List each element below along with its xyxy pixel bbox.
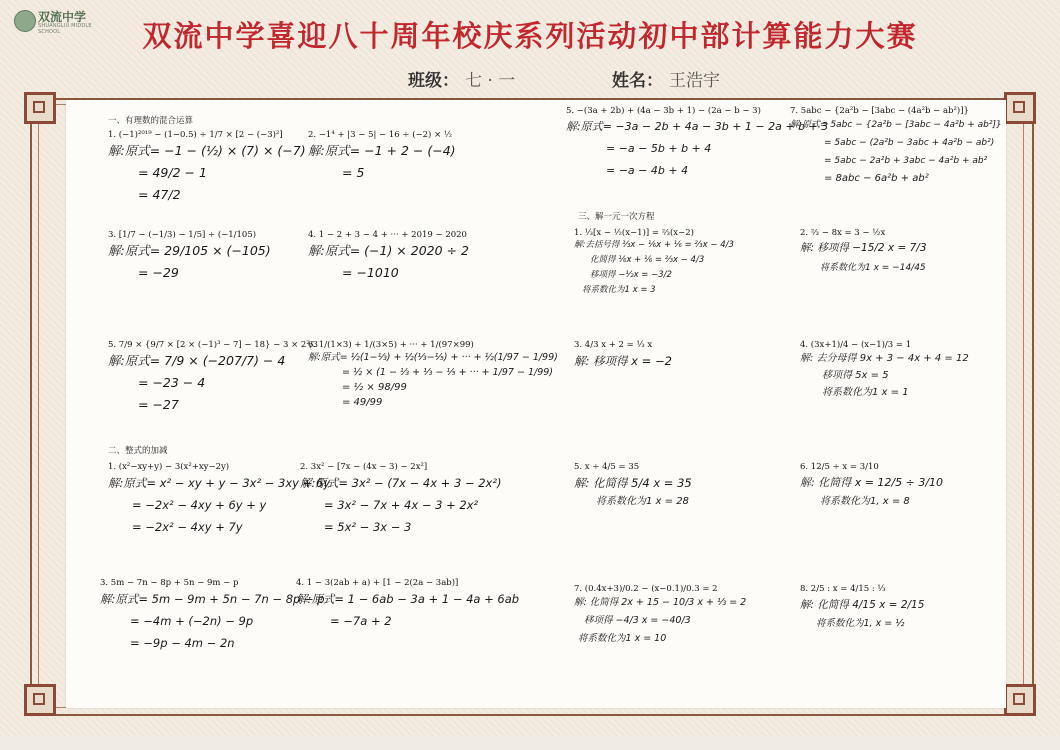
answer-line: 解: 化简得 2x + 15 − 10/3 x + ⅓ = 2 [574, 597, 747, 608]
answer-line: 将系数化为1 x = 10 [578, 633, 667, 644]
answer-line: = −a − 5b + b + 4 [606, 142, 712, 155]
answer-line: = ½ × (1 − ⅓ + ⅓ − ⅕ + ··· + 1/97 − 1/99) [342, 367, 553, 378]
answer-line: = 49/2 − 1 [138, 165, 207, 180]
problem [800, 228, 927, 278]
problem-question: 5. x ÷ 4/5 = 35 [574, 462, 640, 472]
answer-line: 解: 移项得 x = −2 [574, 354, 672, 368]
answer-line: 解:原式= (−1) × 2020 ÷ 2 [308, 243, 469, 258]
section-heading: 二、整式的加减 [108, 446, 168, 456]
problem [108, 130, 306, 206]
answer-line: = −27 [138, 397, 179, 412]
problem [574, 228, 734, 298]
bottom-margin [0, 736, 1060, 750]
answer-line: 移项得 −4/3 x = −40/3 [584, 615, 691, 626]
problem-question: 5. −(3a + 2b) + (4a − 3b + 1) − (2a − b − 3) [566, 106, 761, 116]
problem-question: 3. 4/3 x + 2 = ⅓ x [574, 340, 653, 350]
answer-line: = −23 − 4 [138, 375, 206, 390]
problem-question: 7. (0.4x+3)/0.2 − (x−0.1)/0.3 = 2 [574, 584, 718, 594]
answer-line: = 8abc − 6a²b + ab² [824, 173, 929, 184]
answer-line: 解:原式= 7/9 × (−207/7) − 4 [108, 353, 286, 368]
answer-line: 解:原式= −3a − 2b + 4a − 3b + 1 − 2a + b + 3 [566, 120, 829, 133]
class-label: 班级： [408, 71, 459, 91]
answer-line: = 49/99 [342, 397, 383, 408]
answer-line: 移项得 −½x = −3/2 [590, 270, 672, 280]
problem-question: 6. 1/(1×3) + 1/(3×5) + ··· + 1/(97×99) [308, 340, 474, 350]
answer-line: 解: 化简得 4/15 x = 2/15 [800, 599, 925, 611]
answer-line: = −2x² − 4xy + 6y + y [132, 498, 267, 512]
logo-name: 双流中学 [38, 10, 87, 24]
answer-line: 解:原式= x² − xy + y − 3x² − 3xy + 6y [108, 476, 331, 490]
answer-line: = −1010 [342, 265, 399, 280]
answer-line: 解:原式= 5m − 9m + 5n − 7n − 8p − p [100, 592, 325, 606]
problem-question: 4. (3x+1)/4 − (x−1)/3 = 1 [800, 340, 912, 350]
answer-line: = −4m + (−2n) − 9p [130, 614, 254, 628]
problem-question: 1. ⅓[x − ½(x−1)] = ⅔(x−2) [574, 228, 694, 238]
answer-line: 解: 移项得 −15/2 x = 7/3 [800, 242, 927, 254]
problem-question: 4. 1 − 2 + 3 − 4 + ··· + 2019 − 2020 [308, 230, 467, 240]
problem [800, 340, 969, 401]
answer-line: = −a − 4b + 4 [606, 164, 689, 177]
problem-question: 6. 12/5 ÷ x = 3/10 [800, 462, 879, 472]
problem-question: 2. ⅔ − 8x = 3 − ½x [800, 228, 886, 238]
problem-question: 1. (x²−xy+y) − 3(x²+xy−2y) [108, 462, 230, 472]
answer-line: 解:原式= −1 + 2 − (−4) [308, 143, 456, 158]
problem [108, 340, 318, 416]
answer-line: 解:原式= 29/105 × (−105) [108, 243, 271, 258]
answer-line: = 5x² − 3x − 3 [324, 520, 412, 534]
problem-question: 2. −1⁴ + |3 − 5| − 16 ÷ (−2) × ½ [308, 130, 453, 140]
problem [100, 578, 325, 654]
answer-line: 将系数化为1 x = 3 [582, 285, 656, 295]
class-field [408, 66, 515, 91]
problem [800, 462, 943, 509]
answer-line: = 47/2 [138, 187, 181, 202]
corner-ornament-icon [24, 92, 56, 124]
answer-line: 将系数化为1 x = 1 [822, 387, 909, 398]
answer-line: = −2x² − 4xy + 7y [132, 520, 243, 534]
answer-line: 解:原式= −1 − (½) × (7) × (−7) [108, 143, 306, 158]
answer-line: = −9p − 4m − 2n [130, 636, 235, 650]
answer-line: = ½ × 98/99 [342, 382, 407, 393]
answer-line: 解: 化简得 x = 12/5 ÷ 3/10 [800, 476, 944, 489]
problem-question: 7. 5abc − {2a²b − [3abc − (4a²b − ab²)]} [790, 106, 969, 116]
logo-subtitle: SHUANGLIU MIDDLE SCHOOL [38, 23, 92, 35]
problem [296, 578, 519, 632]
problem [574, 340, 672, 372]
class-value: 七 · 一 [465, 71, 516, 91]
answer-line: 将系数化为1 x = 28 [596, 496, 689, 507]
answer-line: = 5abc − 2a²b + 3abc − 4a²b + ab² [824, 156, 988, 166]
problem [108, 230, 271, 284]
problem-question: 1. (−1)²⁰¹⁹ − (1−0.5) ÷ 1/7 × [2 − (−3)²] [108, 130, 283, 140]
answer-line: = −7a + 2 [330, 614, 392, 628]
problem-question: 4. 1 − 3(2ab + a) + [1 − 2(2a − 3ab)] [296, 578, 459, 588]
problem-question: 2. 3x² − [7x − (4x − 3) − 2x²] [300, 462, 428, 472]
corner-ornament-icon [24, 684, 56, 716]
problem [108, 462, 330, 538]
answer-line: 将系数化为1, x = ½ [816, 618, 905, 629]
problem-question: 3. [1/7 − (−1/3) − 1/5] ÷ (−1/105) [108, 230, 257, 240]
problem-question: 8. 2/5 : x = 4/15 : ⅓ [800, 584, 886, 594]
answer-line: 解: 去分母得 9x + 3 − 4x + 4 = 12 [800, 353, 969, 364]
problem [574, 584, 746, 648]
problem [308, 340, 558, 410]
corner-ornament-icon [1004, 684, 1036, 716]
name-value: 王浩宇 [669, 71, 720, 91]
problem [574, 462, 692, 509]
problem [308, 230, 469, 284]
answer-line: = −29 [138, 265, 179, 280]
answer-line: = 5abc − (2a²b − 3abc + 4a²b − ab²) [824, 138, 995, 148]
answer-line: 解:原式= ½(1−⅓) + ½(⅓−⅕) + ··· + ½(1/97 − 1/99) [308, 352, 558, 363]
answer-line: 解:原式= 1 − 6ab − 3a + 1 − 4a + 6ab [296, 592, 520, 606]
problem-question: 3. 5m − 7n − 8p + 5n − 9m − p [100, 578, 239, 588]
problem-question: 5. 7/9 × {9/7 × [2 × (−1)³ − 7] − 18} − 3 × 2²/3 [108, 340, 318, 350]
answer-line: = 5 [342, 165, 365, 180]
answer-line: 将系数化为1, x = 8 [820, 496, 910, 507]
answer-line: 将系数化为1 x = −14/45 [820, 263, 926, 273]
answer-line: 解:去括号得 ⅓x − ⅙x + ⅙ = ⅔x − 4/3 [574, 240, 734, 250]
name-field [612, 66, 720, 91]
name-label: 姓名： [612, 71, 663, 91]
page-title: 双流中学喜迎八十周年校庆系列活动初中部计算能力大赛 [142, 19, 918, 53]
answer-line: 解:原式= 3x² − (7x − 4x + 3 − 2x²) [300, 476, 502, 490]
problem [790, 106, 1002, 188]
corner-ornament-icon [1004, 92, 1036, 124]
problem [566, 106, 828, 182]
answer-line: 化简得 ⅙x + ⅙ = ⅔x − 4/3 [590, 255, 705, 265]
problem [300, 462, 501, 538]
section-heading: 三、解一元一次方程 [578, 212, 655, 222]
answer-line: 解: 化简得 5/4 x = 35 [574, 476, 692, 490]
answer-line: 解:原式= 5abc − {2a²b − [3abc − 4a²b + ab²]} [790, 120, 1002, 130]
answer-line: 移项得 5x = 5 [822, 370, 889, 381]
section-heading: 一、有理数的混合运算 [108, 116, 194, 126]
answer-line: = 3x² − 7x + 4x − 3 + 2x² [324, 498, 479, 512]
problem [800, 584, 924, 631]
problem [308, 130, 456, 184]
